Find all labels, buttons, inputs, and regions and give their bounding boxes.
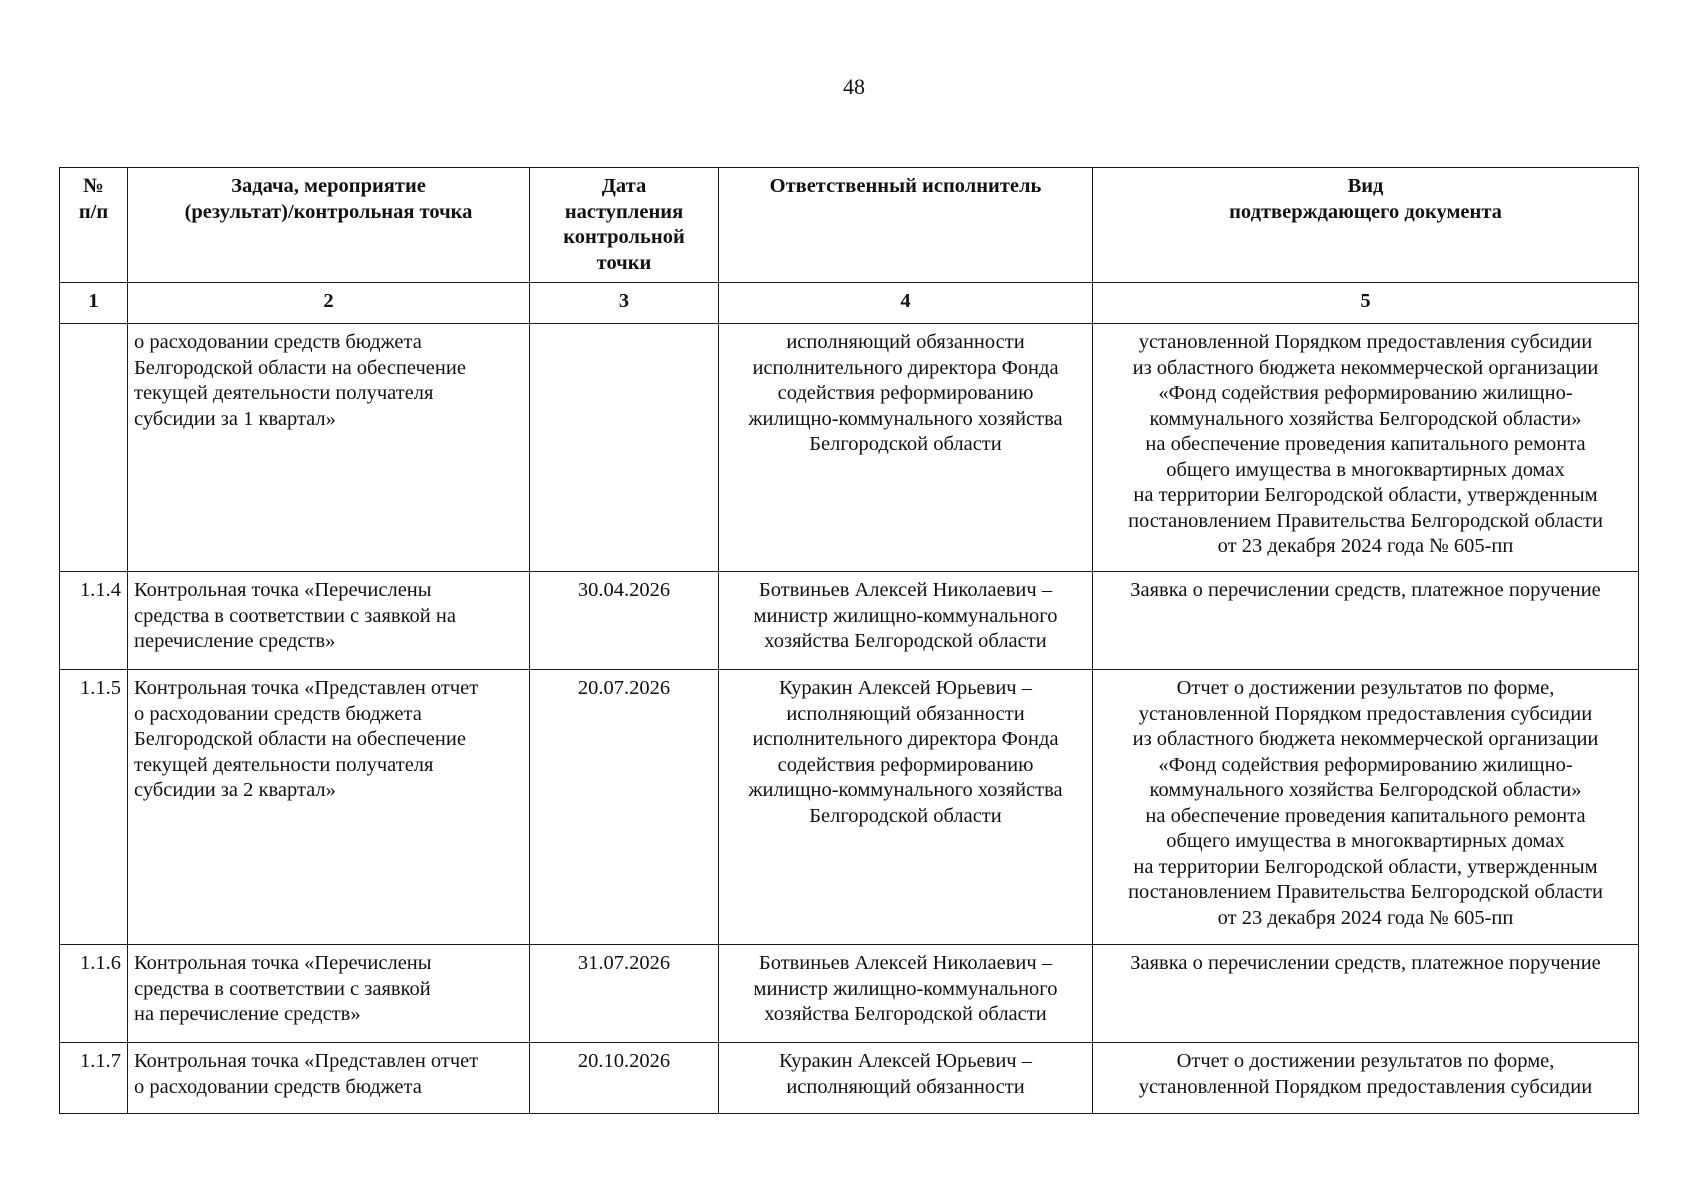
- page-number: 48: [843, 74, 865, 99]
- table-row: [60, 1043, 1639, 1114]
- column-number-row: [60, 283, 1639, 324]
- row-executor: исполняющий обязанности исполнительного директора Фонда содействия реформированию жилищно-коммунального хозяйства Белгородской области: [719, 324, 1093, 572]
- row-number: 1.1.7: [60, 1043, 128, 1114]
- row-date: 20.10.2026: [530, 1043, 719, 1114]
- column-number: 1: [60, 283, 128, 324]
- table-row: [60, 670, 1639, 945]
- row-task: Контрольная точка «Представлен отчет о расходовании средств бюджета Белгородской области на обеспечение текущей деятельности получателя субсидии за 2 квартал»: [128, 670, 530, 945]
- row-document: установленной Порядком предоставления субсидии из областного бюджета некоммерческой организации «Фонд содействия реформированию жилищно- коммунального хозяйства Белгородской области» на обеспечение проведения капитального ремонта общего имущества в многоквартирных домах на территории Белгородской области, утвержденным постановлением Правительства Белгородской области от 23 декабря 2024 года № 605-пп: [1093, 324, 1639, 572]
- row-executor: Куракин Алексей Юрьевич – исполняющий обязанности исполнительного директора Фонда содействия реформированию жилищно-коммунального хозяйства Белгородской области: [719, 670, 1093, 945]
- row-document: Отчет о достижении результатов по форме, установленной Порядком предоставления субсидии: [1093, 1043, 1639, 1114]
- row-date: 20.07.2026: [530, 670, 719, 945]
- table-row: [60, 324, 1639, 572]
- row-document: Заявка о перечислении средств, платежное поручение: [1093, 572, 1639, 670]
- row-document: Заявка о перечислении средств, платежное поручение: [1093, 945, 1639, 1043]
- header-executor: Ответственный исполнитель: [719, 168, 1093, 283]
- table-row: [60, 945, 1639, 1043]
- column-number: 2: [128, 283, 530, 324]
- row-task: Контрольная точка «Перечислены средства в соответствии с заявкой на перечисление средств»: [128, 945, 530, 1043]
- row-date: 30.04.2026: [530, 572, 719, 670]
- row-executor: Ботвиньев Алексей Николаевич – министр жилищно-коммунального хозяйства Белгородской области: [719, 572, 1093, 670]
- header-task: Задача, мероприятие (результат)/контрольная точка: [128, 168, 530, 283]
- table-row: [60, 572, 1639, 670]
- control-points-table: [59, 167, 1639, 1114]
- row-date: 31.07.2026: [530, 945, 719, 1043]
- row-task: о расходовании средств бюджета Белгородской области на обеспечение текущей деятельности получателя субсидии за 1 квартал»: [128, 324, 530, 572]
- column-number: 5: [1093, 283, 1639, 324]
- row-executor: Куракин Алексей Юрьевич – исполняющий обязанности: [719, 1043, 1093, 1114]
- header-document: Вид подтверждающего документа: [1093, 168, 1639, 283]
- row-task: Контрольная точка «Перечислены средства в соответствии с заявкой на перечисление средств»: [128, 572, 530, 670]
- column-number: 4: [719, 283, 1093, 324]
- row-executor: Ботвиньев Алексей Николаевич – министр жилищно-коммунального хозяйства Белгородской области: [719, 945, 1093, 1043]
- table-header-row: [60, 168, 1639, 283]
- row-number: [60, 324, 128, 572]
- header-date: Дата наступления контрольной точки: [530, 168, 719, 283]
- header-number: № п/п: [60, 168, 128, 283]
- row-date: [530, 324, 719, 572]
- row-document: Отчет о достижении результатов по форме, установленной Порядком предоставления субсидии из областного бюджета некоммерческой организации «Фонд содействия реформированию жилищно- коммунального хозяйства Белгородской области» на обеспечение проведения капитального ремонта общего имущества в многоквартирных домах на территории Белгородской области, утвержденным постановлением Правительства Белгородской области от 23 декабря 2024 года № 605-пп: [1093, 670, 1639, 945]
- row-number: 1.1.6: [60, 945, 128, 1043]
- row-number: 1.1.5: [60, 670, 128, 945]
- column-number: 3: [530, 283, 719, 324]
- row-number: 1.1.4: [60, 572, 128, 670]
- row-task: Контрольная точка «Представлен отчет о расходовании средств бюджета: [128, 1043, 530, 1114]
